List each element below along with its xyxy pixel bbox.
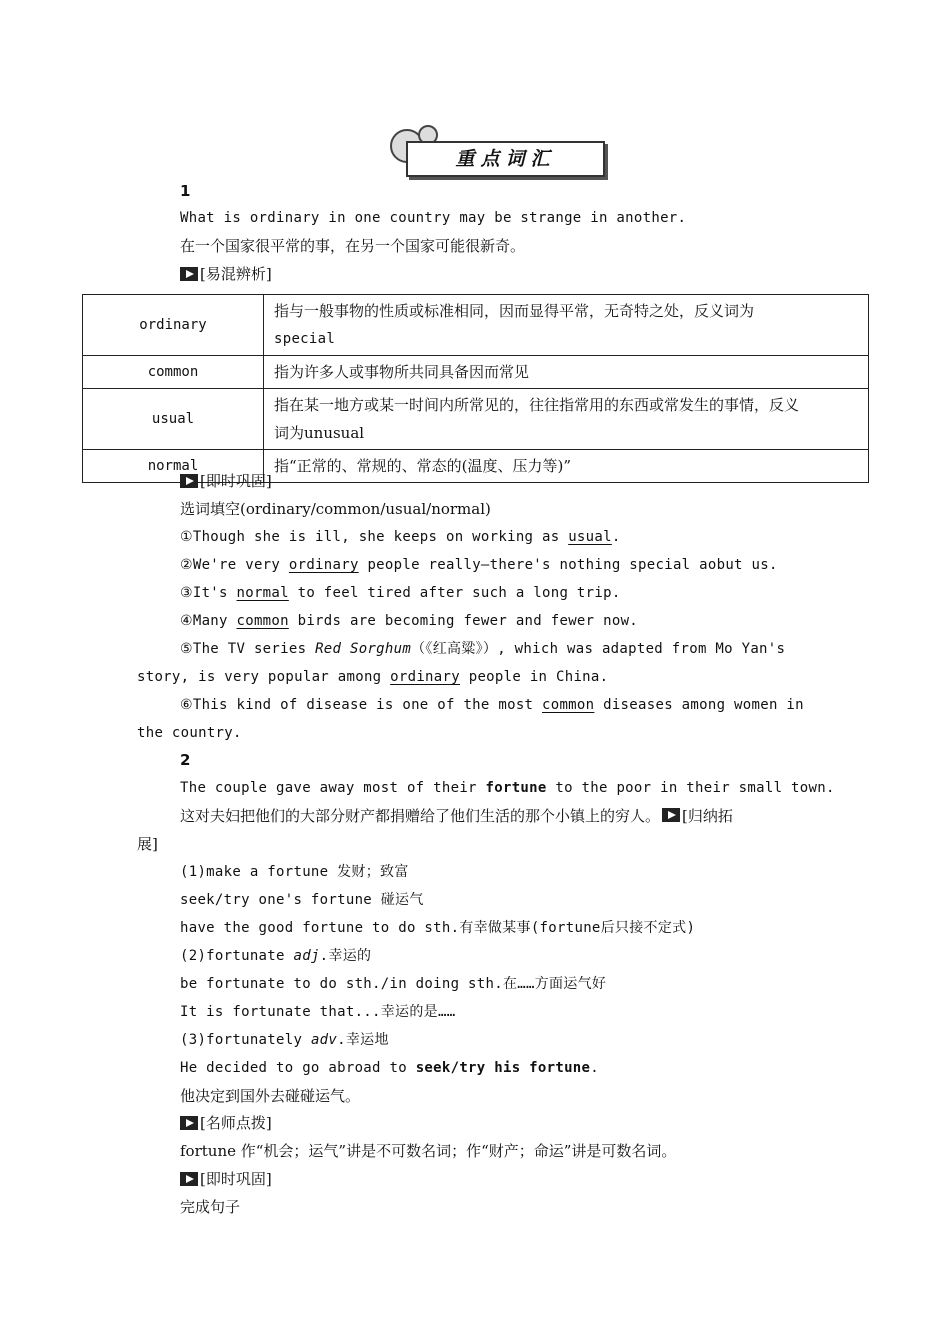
- desc-line: 指“正常的、常规的、常态的(温度、压力等)”: [274, 457, 572, 475]
- example-sentence-en: What is ordinary in one country may be strange in another.: [180, 210, 687, 226]
- example-sentence-zh: 这对夫妇把他们的大部分财产都捐赠给了他们生活的那个小镇上的穷人。 [归纳拓: [180, 807, 733, 825]
- exercise-instruction: 选词填空(ordinary/common/usual/normal): [180, 500, 491, 518]
- tag-label: [即时巩固]: [200, 472, 272, 490]
- keyword: fortune: [485, 780, 547, 796]
- section-tag: [180, 470, 272, 492]
- desc-line: 词为unusual: [274, 424, 365, 442]
- answer-word: ordinary: [390, 669, 460, 685]
- book-title: Red Sorghum: [315, 641, 412, 657]
- tag-label: [名师点拨]: [200, 1114, 272, 1132]
- play-icon: [180, 1172, 198, 1186]
- phrase-line: be fortunate to do sth./in doing sth.在……方面运气好: [180, 976, 607, 992]
- phrase-line: It is fortunate that...幸运的是……: [180, 1004, 456, 1020]
- item-number: 2: [180, 751, 191, 769]
- table-row: [83, 356, 869, 389]
- exercise-sentence: ①Though she is ill, she keeps on working as usual.: [180, 529, 621, 545]
- item-number: 1: [180, 182, 191, 200]
- exercise-sentence: ⑤The TV series Red Sorghum（《红高粱》）, which was adapted from Mo Yan's: [180, 641, 786, 657]
- table-cell-word: ordinary: [83, 295, 264, 356]
- answer-word: normal: [236, 585, 289, 601]
- play-icon: [662, 808, 680, 822]
- answer-word: common: [542, 697, 595, 713]
- table-row: [83, 295, 869, 356]
- play-icon: [180, 474, 198, 488]
- example-sentence-en: He decided to go abroad to seek/try his fortune.: [180, 1060, 599, 1076]
- tag-label-cont: 展]: [137, 835, 158, 853]
- tag-label: [归纳拓: [682, 807, 733, 825]
- exercise-sentence: ③It's normal to feel tired after such a long trip.: [180, 585, 621, 601]
- table-cell-word: usual: [83, 389, 264, 450]
- section-tag: [180, 1112, 272, 1134]
- tip-text: fortune 作“机会；运气”讲是不可数名词；作“财产；命运”讲是可数名词。: [180, 1142, 677, 1160]
- example-sentence-en: The couple gave away most of their fortune to the poor in their small town.: [180, 780, 835, 796]
- phrase-line: seek/try one's fortune 碰运气: [180, 892, 424, 908]
- exercise-sentence-cont: story, is very popular among ordinary people in China.: [137, 669, 609, 685]
- exercise-sentence-cont: the country.: [137, 725, 242, 741]
- table-row: [83, 389, 869, 450]
- section-heading-banner: [388, 125, 604, 177]
- answer-word: common: [236, 613, 289, 629]
- desc-line: special: [274, 331, 336, 347]
- exercise-sentence: ②We're very ordinary people really—there's nothing special aobut us.: [180, 557, 778, 573]
- example-sentence-zh: 在一个国家很平常的事，在另一个国家可能很新奇。: [180, 237, 526, 255]
- answer-word: usual: [568, 529, 612, 545]
- section-tag: [180, 263, 272, 285]
- tag-label: [易混辨析]: [200, 265, 272, 283]
- section-title: 重点词汇: [455, 148, 556, 170]
- desc-line: 指在某一地方或某一时间内所常见的，往往指常用的东西或常发生的事情，反义: [274, 396, 800, 414]
- phrase-line: have the good fortune to do sth.有幸做某事(fortune后只接不定式): [180, 920, 696, 936]
- keyword: seek/try his fortune: [415, 1060, 591, 1076]
- section-tag: [180, 1168, 272, 1190]
- table-cell-desc: [264, 295, 869, 356]
- play-icon: [180, 267, 198, 281]
- tag-label: [即时巩固]: [200, 1170, 272, 1188]
- table-cell-desc: [264, 356, 869, 389]
- play-icon: [180, 1116, 198, 1130]
- phrase-line: (3)fortunately adv.幸运地: [180, 1032, 389, 1048]
- comparison-table: [82, 294, 869, 483]
- phrase-line: (2)fortunate adj.幸运的: [180, 948, 372, 964]
- table-cell-desc: [264, 450, 869, 483]
- exercise-sentence: ⑥This kind of disease is one of the most common diseases among women in: [180, 697, 804, 713]
- desc-line: 指为许多人或事物所共同具备因而常见: [274, 363, 530, 381]
- exercise-instruction: 完成句子: [180, 1198, 241, 1216]
- example-sentence-zh: 他决定到国外去碰碰运气。: [180, 1087, 361, 1105]
- phrase-line: (1)make a fortune 发财；致富: [180, 864, 409, 880]
- table-cell-word: normal: [83, 450, 264, 483]
- answer-word: ordinary: [288, 557, 359, 573]
- table-cell-desc: [264, 389, 869, 450]
- exercise-sentence: ④Many common birds are becoming fewer and fewer now.: [180, 613, 639, 629]
- desc-line: 指与一般事物的性质或标准相同，因而显得平常，无奇特之处，反义词为: [274, 302, 755, 320]
- table-cell-word: common: [83, 356, 264, 389]
